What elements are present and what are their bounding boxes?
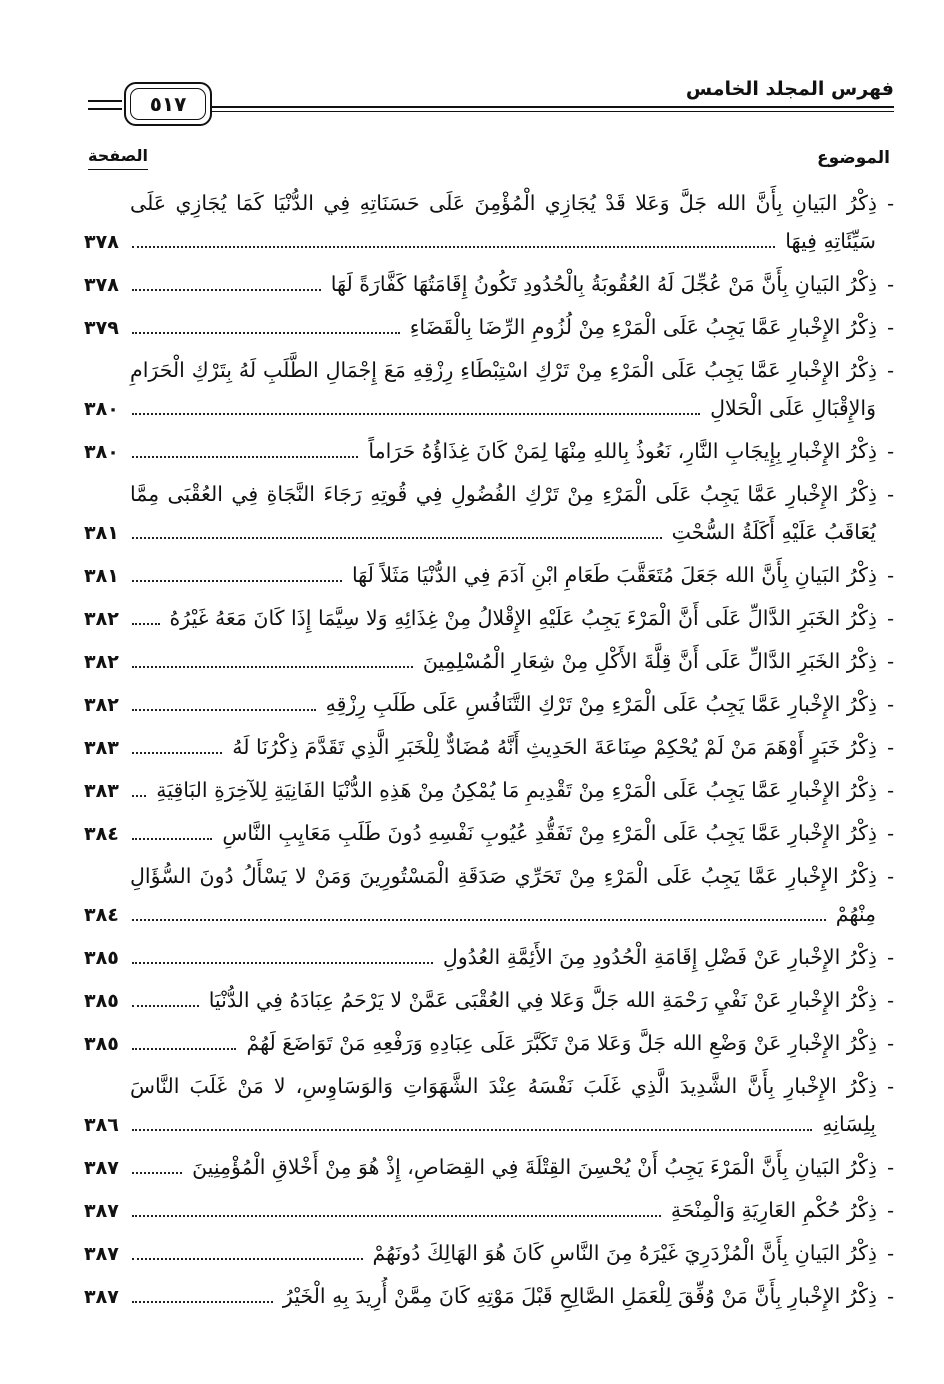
entry-bullet-dash: - xyxy=(887,692,894,716)
entry-line xyxy=(84,1067,894,1105)
index-entry xyxy=(84,1148,894,1186)
entry-page-number: ٣٨٦ xyxy=(84,1114,119,1136)
index-entry xyxy=(84,1277,894,1315)
index-entry xyxy=(84,432,894,470)
entry-line xyxy=(84,184,894,222)
entry-bullet-dash: - xyxy=(887,1031,894,1055)
entry-text: ذِكْرُ الإِخْبارِ بِإِيجَابِ النَّارِ، نَعُوذُ بِاللهِ مِنْهَا لِمَنْ كَانَ غِذَاؤُهُ حَرَاماً xyxy=(368,439,878,463)
entry-text: ذِكْرُ الإِخْبارِ عَمَّا يَجِبُ عَلَى الْمَرْءِ مِنْ تَقْدِيمِ مَا يُمْكِنُ مِنْ هَذِهِ الدُّنْيَا الفَانِيَةِ لِلآخِرَةِ البَاقِيَةِ xyxy=(156,778,878,802)
entry-page-number: ٣٨٥ xyxy=(84,1033,119,1055)
entry-line xyxy=(84,308,894,346)
entry-text: ذِكْرُ حُكْمِ العَارِيَةِ وَالْمِنْحَةِ xyxy=(670,1198,878,1222)
entry-page-number: ٣٨٧ xyxy=(84,1243,119,1265)
entry-page-number: ٣٨١ xyxy=(84,522,119,544)
dot-leader xyxy=(132,580,342,582)
entry-line xyxy=(84,222,894,260)
entry-line xyxy=(84,938,894,976)
entry-bullet-dash: - xyxy=(887,1198,894,1222)
dot-leader xyxy=(132,413,700,415)
entry-line xyxy=(84,685,894,723)
entry-page-number: ٣٨٣ xyxy=(84,737,119,759)
entry-page-number: ٣٨٣ xyxy=(84,780,119,802)
entry-text: ذِكْرُ الإِخْبارِ عَنْ فَضْلِ إِقَامَةِ الْحُدُودِ مِنَ الأَئِمَّةِ العُدُولِ xyxy=(442,945,878,969)
column-heading-page: الصفحة xyxy=(88,146,148,170)
page-number: ٥١٧ xyxy=(130,88,206,120)
index-entry xyxy=(84,981,894,1019)
entry-text: ذِكْرُ البَيانِ بِأَنَّ الْمَرْءَ يَجِبُ أَنْ يُحْسِنَ القِتْلَةَ فِي القِصَاصِ، إِذْ هُوَ مِنْ أَخْلاقِ الْمُؤْمِنِينَ xyxy=(192,1155,878,1179)
entry-line xyxy=(84,1105,894,1143)
entry-text: ذِكْرُ خَبَرٍ أَوْهَمَ مَنْ لَمْ يُحْكِمْ صِنَاعَةَ الحَدِيثِ أَنَّهُ مُضَادٌّ لِلْخَبَرِ الَّذِي تَقَدَّمَ ذِكْرُنَا لَهُ xyxy=(232,735,878,759)
entry-bullet-dash: - xyxy=(887,272,894,296)
dot-leader xyxy=(132,666,413,668)
entry-line xyxy=(84,771,894,809)
index-entry xyxy=(84,938,894,976)
entry-bullet-dash: - xyxy=(887,988,894,1012)
entry-page-number: ٣٧٩ xyxy=(84,317,119,339)
header-rule-short xyxy=(88,100,122,110)
entry-bullet-dash: - xyxy=(887,315,894,339)
entry-line xyxy=(84,599,894,637)
entry-bullet-dash: - xyxy=(887,439,894,463)
entry-line xyxy=(84,556,894,594)
entry-line xyxy=(84,1191,894,1229)
entry-page-number: ٣٨٧ xyxy=(84,1286,119,1308)
entry-line xyxy=(84,1024,894,1062)
entry-line xyxy=(84,895,894,933)
entry-text: ذِكْرُ الإِخْبارِ بِأَنَّ مَنْ وُفِّقَ لِلْعَمَلِ الصَّالِحِ قَبْلَ مَوْتِهِ كَانَ مِمَّنْ أُرِيدَ بِهِ الْخَيْرُ xyxy=(282,1284,878,1308)
entry-page-number: ٣٨٢ xyxy=(84,608,119,630)
entry-page-number: ٣٨٠ xyxy=(84,441,119,463)
entry-line xyxy=(84,513,894,551)
entry-line xyxy=(84,728,894,766)
entry-page-number: ٣٨٠ xyxy=(84,398,119,420)
index-entry xyxy=(84,1067,894,1143)
entry-text: مِنْهُمْ xyxy=(835,902,876,926)
index-entry xyxy=(84,184,894,260)
dot-leader xyxy=(132,246,775,248)
entry-page-number: ٣٧٨ xyxy=(84,231,119,253)
dot-leader xyxy=(132,456,358,458)
entry-text: ذِكْرُ البَيانِ بِأَنَّ الله جَعَلَ مُتَعَقَّبَ طَعَامِ ابْنِ آدَمَ فِي الدُّنْيَا مَثَلاً لَهَا xyxy=(351,563,878,587)
dot-leader xyxy=(132,1048,236,1050)
entry-text: ذِكْرُ الإِخْبارِ عَنْ وَضْعِ الله جَلَّ وَعَلا مَنْ تَكَبَّرَ عَلَى عِبَادِهِ وَرَفْعِهِ مَنْ تَوَاضَعَ لَهُمْ xyxy=(246,1031,878,1055)
index-entry xyxy=(84,556,894,594)
entry-line xyxy=(84,351,894,389)
entry-text: ذِكْرُ الإِخْبارِ عَمَّا يَجِبُ عَلَى الْمَرْءِ مِنْ تَحَرِّي صَدَقَةِ الْمَسْتُورِينَ وَمَنْ لا يَسْأَلُ دُونَ السُّؤَالِ xyxy=(130,864,878,888)
entry-bullet-dash: - xyxy=(887,864,894,888)
entry-line xyxy=(84,475,894,513)
entry-bullet-dash: - xyxy=(887,1284,894,1308)
entry-line xyxy=(84,1277,894,1315)
dot-leader xyxy=(132,1005,199,1007)
entry-text: ذِكْرُ البَيانِ بِأَنَّ الْمُزْدَرِيَ غَيْرَهُ مِنَ النَّاسِ كَانَ هُوَ الهَالِكَ دُونَهُمْ xyxy=(372,1241,878,1265)
entry-line xyxy=(84,1148,894,1186)
entry-page-number: ٣٨٥ xyxy=(84,947,119,969)
entry-text: ذِكْرُ الخَبَرِ الدَّالِّ عَلَى أَنَّ الْمَرْءَ يَجِبُ عَلَيْهِ الإِقْلالُ مِنْ غِذَائِهِ وَلا سِيَّمَا إِذَا كَانَ مَعَهُ غَيْرُهُ xyxy=(169,606,878,630)
index-entry xyxy=(84,642,894,680)
index-entry xyxy=(84,814,894,852)
entry-page-number: ٣٨١ xyxy=(84,565,119,587)
index-entry xyxy=(84,1234,894,1272)
dot-leader xyxy=(132,962,433,964)
index-entries xyxy=(84,184,894,1320)
column-heading-topic: الموضوع xyxy=(817,148,890,168)
entry-text: ذِكْرُ الإِخْبارِ عَنْ نَفْيِ رَحْمَةِ الله جَلَّ وَعَلا فِي العُقْبَى عَمَّنْ لا يَرْحَمُ عِبَادَهُ فِي الدُّنْيَا xyxy=(208,988,878,1012)
index-entry xyxy=(84,351,894,427)
entry-line xyxy=(84,389,894,427)
entry-page-number: ٣٨٤ xyxy=(84,904,119,926)
entry-bullet-dash: - xyxy=(887,191,894,215)
entry-text: ذِكْرُ البَيانِ بِأَنَّ مَنْ عُجِّلَ لَهُ العُقُوبَةُ بِالْحُدُودِ تَكُونُ إِقَامَتُهَا كَفَّارَةً لَهَا xyxy=(330,272,878,296)
dot-leader xyxy=(132,1215,661,1217)
entry-bullet-dash: - xyxy=(887,482,894,506)
dot-leader xyxy=(132,795,146,797)
entry-bullet-dash: - xyxy=(887,1074,894,1098)
dot-leader xyxy=(132,332,400,334)
dot-leader xyxy=(132,289,321,291)
entry-bullet-dash: - xyxy=(887,358,894,382)
index-entry xyxy=(84,475,894,551)
entry-text: ذِكْرُ الإِخْبارِ عَمَّا يَجِبُ عَلَى الْمَرْءِ مِنْ تَرْكِ التَّنَافُسِ عَلَى طَلَبِ رِزْقِهِ xyxy=(325,692,878,716)
entry-bullet-dash: - xyxy=(887,1155,894,1179)
dot-leader xyxy=(132,752,222,754)
entry-bullet-dash: - xyxy=(887,1241,894,1265)
dot-leader xyxy=(132,1129,812,1131)
entry-page-number: ٣٨٢ xyxy=(84,694,119,716)
entry-page-number: ٣٧٨ xyxy=(84,274,119,296)
entry-text: ذِكْرُ الخَبَرِ الدَّالِّ عَلَى أَنَّ قِلَّةَ الأَكْلِ مِنْ شِعَارِ الْمُسْلِمِينَ xyxy=(422,649,878,673)
entry-bullet-dash: - xyxy=(887,735,894,759)
entry-text: ذِكْرُ البَيانِ بِأَنَّ الله جَلَّ وَعَلا قَدْ يُجَازِي الْمُؤْمِنَ عَلَى حَسَنَاتِهِ فِي الدُّنْيَا كَمَا يُجَازِي عَلَى xyxy=(130,191,878,215)
entry-text: يُعَاقَبُ عَلَيْهِ أَكَلَةُ السُّحْتِ xyxy=(671,520,876,544)
dot-leader xyxy=(132,919,826,921)
entry-text: وَالإِقْبَالِ عَلَى الْحَلالِ xyxy=(710,396,876,420)
entry-bullet-dash: - xyxy=(887,945,894,969)
dot-leader xyxy=(132,838,212,840)
entry-bullet-dash: - xyxy=(887,649,894,673)
entry-line xyxy=(84,857,894,895)
entry-page-number: ٣٨٥ xyxy=(84,990,119,1012)
index-entry xyxy=(84,1024,894,1062)
entry-line xyxy=(84,981,894,1019)
entry-bullet-dash: - xyxy=(887,778,894,802)
entry-page-number: ٣٨٧ xyxy=(84,1200,119,1222)
dot-leader xyxy=(132,1258,363,1260)
index-entry xyxy=(84,308,894,346)
entry-bullet-dash: - xyxy=(887,821,894,845)
entry-bullet-dash: - xyxy=(887,563,894,587)
page-number-frame xyxy=(124,82,212,126)
entry-text: ذِكْرُ الإِخْبارِ عَمَّا يَجِبُ عَلَى الْمَرْءِ مِنْ لُزُومِ الرِّضَا بِالْقَضَاءِ xyxy=(409,315,878,339)
entry-text: ذِكْرُ الإِخْبارِ بِأَنَّ الشَّدِيدَ الَّذِي غَلَبَ نَفْسَهُ عِنْدَ الشَّهَوَاتِ وَالوَسَاوِسِ، لا مَنْ غَلَبَ النَّاسَ xyxy=(130,1074,878,1098)
entry-page-number: ٣٨٧ xyxy=(84,1157,119,1179)
entry-bullet-dash: - xyxy=(887,606,894,630)
dot-leader xyxy=(132,623,160,625)
entry-line xyxy=(84,814,894,852)
entry-line xyxy=(84,642,894,680)
index-entry xyxy=(84,857,894,933)
index-entry xyxy=(84,685,894,723)
dot-leader xyxy=(132,537,662,539)
entry-text: ذِكْرُ الإِخْبارِ عَمَّا يَجِبُ عَلَى الْمَرْءِ مِنْ تَرْكِ الفُضُولِ فِي قُوتِهِ رَجَاءَ النَّجَاةِ فِي العُقْبَى مِمَّا xyxy=(130,482,878,506)
entry-text: سَيِّئَاتِهِ فِيهَا xyxy=(785,229,876,253)
index-entry xyxy=(84,1191,894,1229)
dot-leader xyxy=(132,709,316,711)
dot-leader xyxy=(132,1172,182,1174)
entry-page-number: ٣٨٤ xyxy=(84,823,119,845)
index-entry xyxy=(84,771,894,809)
index-entry xyxy=(84,265,894,303)
entry-line xyxy=(84,265,894,303)
index-entry xyxy=(84,599,894,637)
header-rule xyxy=(212,106,894,112)
entry-text: بِلِسَانِهِ xyxy=(822,1112,876,1136)
entry-page-number: ٣٨٢ xyxy=(84,651,119,673)
index-entry xyxy=(84,728,894,766)
running-header-title: فهرس المجلد الخامس xyxy=(685,78,894,100)
entry-text: ذِكْرُ الإِخْبارِ عَمَّا يَجِبُ عَلَى الْمَرْءِ مِنْ تَفَقُّدِ عُيُوبِ نَفْسِهِ دُونَ طَلَبِ مَعَايِبِ النَّاسِ xyxy=(222,821,878,845)
dot-leader xyxy=(132,1301,273,1303)
entry-text: ذِكْرُ الإِخْبارِ عَمَّا يَجِبُ عَلَى الْمَرْءِ مِنْ تَرْكِ اسْتِبْطَاءِ رِزْقِهِ مَعَ إِجْمَالِ الطَّلَبِ لَهُ بِتَرْكِ الْحَرَامِ xyxy=(130,358,878,382)
entry-line xyxy=(84,432,894,470)
entry-line xyxy=(84,1234,894,1272)
